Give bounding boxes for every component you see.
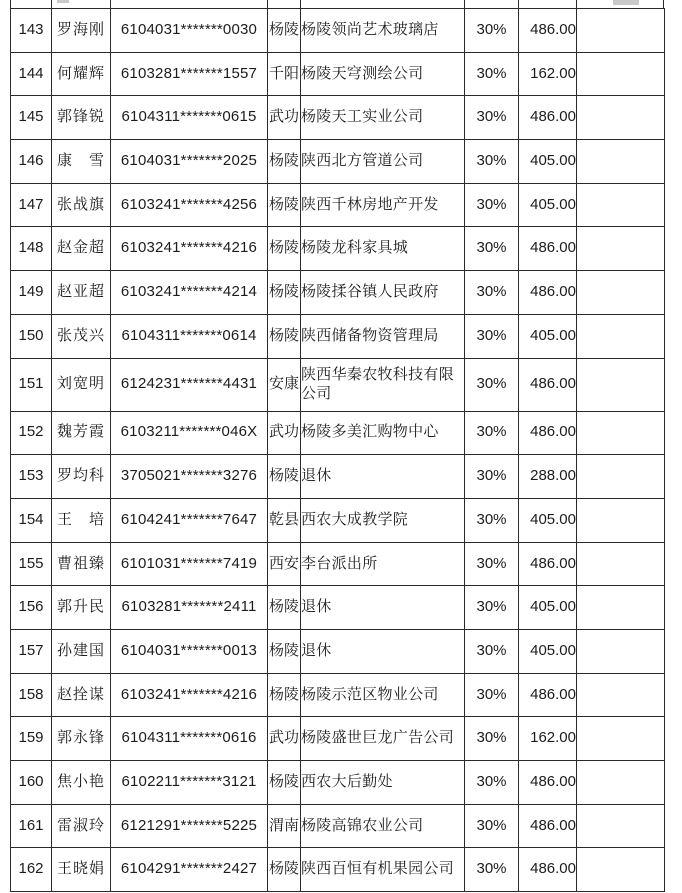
grid-line-stub bbox=[10, 0, 11, 8]
cell-blank bbox=[577, 183, 665, 227]
cell-city: 杨陵 bbox=[268, 314, 301, 358]
cell-rate: 30% bbox=[465, 96, 519, 140]
cell-person-name: 张战旗 bbox=[52, 183, 111, 227]
cell-employer: 退休 bbox=[301, 586, 465, 630]
cell-id-number: 6104291*******2427 bbox=[111, 848, 268, 892]
cell-id-number: 6104241*******7647 bbox=[111, 498, 268, 542]
cell-person-name: 曹祖臻 bbox=[52, 542, 111, 586]
table-row bbox=[11, 455, 665, 499]
cell-employer: 杨陵高锦农业公司 bbox=[301, 804, 465, 848]
cell-rate: 30% bbox=[465, 52, 519, 96]
cell-id-number: 6104031*******0013 bbox=[111, 629, 268, 673]
table-row bbox=[11, 52, 665, 96]
cell-rate: 30% bbox=[465, 673, 519, 717]
cell-blank bbox=[577, 629, 665, 673]
cell-rate: 30% bbox=[465, 358, 519, 411]
cell-employer: 退休 bbox=[301, 455, 465, 499]
cell-blank bbox=[577, 411, 665, 455]
cell-amount: 486.00 bbox=[519, 804, 577, 848]
cell-rate: 30% bbox=[465, 848, 519, 892]
cell-city: 武功 bbox=[268, 96, 301, 140]
cell-row-number: 160 bbox=[11, 761, 52, 805]
cell-rate: 30% bbox=[465, 227, 519, 271]
cell-blank bbox=[577, 761, 665, 805]
cell-amount: 405.00 bbox=[519, 629, 577, 673]
table-row bbox=[11, 586, 665, 630]
cell-amount: 405.00 bbox=[519, 183, 577, 227]
cell-amount: 162.00 bbox=[519, 717, 577, 761]
cell-row-number: 148 bbox=[11, 227, 52, 271]
cell-city: 杨陵 bbox=[268, 586, 301, 630]
table-row bbox=[11, 629, 665, 673]
cell-city: 千阳 bbox=[268, 52, 301, 96]
cell-city: 杨陵 bbox=[268, 673, 301, 717]
cell-rate: 30% bbox=[465, 804, 519, 848]
cell-blank bbox=[577, 804, 665, 848]
cell-id-number: 6103211*******046X bbox=[111, 411, 268, 455]
cell-city: 杨陵 bbox=[268, 271, 301, 315]
cell-person-name: 郭升民 bbox=[52, 586, 111, 630]
cell-row-number: 144 bbox=[11, 52, 52, 96]
grid-line-stub bbox=[51, 0, 52, 8]
cell-blank bbox=[577, 271, 665, 315]
cell-city: 杨陵 bbox=[268, 227, 301, 271]
cell-amount: 288.00 bbox=[519, 455, 577, 499]
cell-id-number: 6104311*******0614 bbox=[111, 314, 268, 358]
cell-row-number: 162 bbox=[11, 848, 52, 892]
cell-amount: 405.00 bbox=[519, 314, 577, 358]
cell-row-number: 143 bbox=[11, 9, 52, 53]
cell-amount: 486.00 bbox=[519, 227, 577, 271]
cell-employer: 陕西储备物资管理局 bbox=[301, 314, 465, 358]
cell-id-number: 6121291*******5225 bbox=[111, 804, 268, 848]
cell-amount: 486.00 bbox=[519, 761, 577, 805]
cell-id-number: 6103281*******1557 bbox=[111, 52, 268, 96]
cell-city: 杨陵 bbox=[268, 455, 301, 499]
cell-person-name: 焦小艳 bbox=[52, 761, 111, 805]
cell-rate: 30% bbox=[465, 586, 519, 630]
cell-employer: 杨陵多美汇购物中心 bbox=[301, 411, 465, 455]
cell-person-name: 康 雪 bbox=[52, 140, 111, 184]
cell-amount: 486.00 bbox=[519, 542, 577, 586]
cell-blank bbox=[577, 498, 665, 542]
cell-id-number: 6104031*******2025 bbox=[111, 140, 268, 184]
cell-row-number: 154 bbox=[11, 498, 52, 542]
cell-city: 杨陵 bbox=[268, 848, 301, 892]
table-row bbox=[11, 96, 665, 140]
cell-amount: 405.00 bbox=[519, 498, 577, 542]
cell-amount: 405.00 bbox=[519, 140, 577, 184]
table-row bbox=[11, 314, 665, 358]
cell-id-number: 6103241*******4216 bbox=[111, 673, 268, 717]
cell-employer: 西农大成教学院 bbox=[301, 498, 465, 542]
cell-blank bbox=[577, 227, 665, 271]
cell-rate: 30% bbox=[465, 761, 519, 805]
clipped-previous-row bbox=[10, 0, 664, 8]
cell-employer: 杨陵示范区物业公司 bbox=[301, 673, 465, 717]
cell-employer: 陕西华秦农牧科技有限公司 bbox=[301, 358, 465, 411]
table-row bbox=[11, 358, 665, 411]
cell-employer: 杨陵天工实业公司 bbox=[301, 96, 465, 140]
cell-city: 乾县 bbox=[268, 498, 301, 542]
cell-rate: 30% bbox=[465, 9, 519, 53]
table-row bbox=[11, 761, 665, 805]
table-row bbox=[11, 848, 665, 892]
cell-city: 渭南 bbox=[268, 804, 301, 848]
cell-row-number: 145 bbox=[11, 96, 52, 140]
cell-person-name: 罗海刚 bbox=[52, 9, 111, 53]
cell-id-number: 6103281*******2411 bbox=[111, 586, 268, 630]
cell-employer: 陕西千林房地产开发 bbox=[301, 183, 465, 227]
cell-person-name: 孙建国 bbox=[52, 629, 111, 673]
cell-id-number: 6104311*******0615 bbox=[111, 96, 268, 140]
cell-employer: 李台派出所 bbox=[301, 542, 465, 586]
grid-line-stub bbox=[518, 0, 519, 8]
cell-id-number: 6103241*******4214 bbox=[111, 271, 268, 315]
table-row bbox=[11, 140, 665, 184]
cell-amount: 486.00 bbox=[519, 96, 577, 140]
cell-employer: 西农大后勤处 bbox=[301, 761, 465, 805]
cell-person-name: 赵拴谋 bbox=[52, 673, 111, 717]
cell-row-number: 158 bbox=[11, 673, 52, 717]
cell-person-name: 罗均科 bbox=[52, 455, 111, 499]
cell-rate: 30% bbox=[465, 183, 519, 227]
cell-blank bbox=[577, 9, 665, 53]
cell-employer: 杨陵龙科家具城 bbox=[301, 227, 465, 271]
grid-line-stub bbox=[576, 0, 577, 8]
grid-line-stub bbox=[267, 0, 268, 8]
cell-person-name: 王晓娟 bbox=[52, 848, 111, 892]
cell-person-name: 郭永锋 bbox=[52, 717, 111, 761]
grid-line-stub bbox=[464, 0, 465, 8]
cell-id-number: 6102211*******3121 bbox=[111, 761, 268, 805]
cell-person-name: 何耀辉 bbox=[52, 52, 111, 96]
table-row bbox=[11, 717, 665, 761]
cell-rate: 30% bbox=[465, 314, 519, 358]
cell-amount: 486.00 bbox=[519, 9, 577, 53]
cell-person-name: 郭锋锐 bbox=[52, 96, 111, 140]
cell-amount: 486.00 bbox=[519, 271, 577, 315]
cell-employer: 退休 bbox=[301, 629, 465, 673]
cell-city: 武功 bbox=[268, 411, 301, 455]
cell-amount: 405.00 bbox=[519, 586, 577, 630]
cell-rate: 30% bbox=[465, 140, 519, 184]
cell-rate: 30% bbox=[465, 717, 519, 761]
cell-row-number: 159 bbox=[11, 717, 52, 761]
cell-rate: 30% bbox=[465, 455, 519, 499]
cell-employer: 杨陵领尚艺术玻璃店 bbox=[301, 9, 465, 53]
cell-city: 杨陵 bbox=[268, 761, 301, 805]
cell-amount: 486.00 bbox=[519, 673, 577, 717]
cell-amount: 486.00 bbox=[519, 358, 577, 411]
cell-id-number: 6103241*******4216 bbox=[111, 227, 268, 271]
cell-row-number: 153 bbox=[11, 455, 52, 499]
cell-row-number: 147 bbox=[11, 183, 52, 227]
cell-row-number: 146 bbox=[11, 140, 52, 184]
grid-line-stub bbox=[110, 0, 111, 8]
cell-row-number: 149 bbox=[11, 271, 52, 315]
smudge-fragment bbox=[613, 0, 639, 5]
cell-city: 西安 bbox=[268, 542, 301, 586]
cell-employer: 杨陵盛世巨龙广告公司 bbox=[301, 717, 465, 761]
cell-id-number: 6103241*******4256 bbox=[111, 183, 268, 227]
cell-row-number: 150 bbox=[11, 314, 52, 358]
table-row bbox=[11, 498, 665, 542]
cell-person-name: 王 培 bbox=[52, 498, 111, 542]
cell-person-name: 赵金超 bbox=[52, 227, 111, 271]
cell-row-number: 152 bbox=[11, 411, 52, 455]
cell-row-number: 151 bbox=[11, 358, 52, 411]
table-row bbox=[11, 673, 665, 717]
smudge-fragment bbox=[57, 0, 69, 3]
cell-id-number: 6104031*******0030 bbox=[111, 9, 268, 53]
cell-rate: 30% bbox=[465, 498, 519, 542]
table-row bbox=[11, 271, 665, 315]
table-row bbox=[11, 804, 665, 848]
cell-row-number: 157 bbox=[11, 629, 52, 673]
cell-blank bbox=[577, 717, 665, 761]
cell-row-number: 156 bbox=[11, 586, 52, 630]
beneficiary-payment-table bbox=[10, 8, 665, 892]
cell-blank bbox=[577, 586, 665, 630]
cell-employer: 杨陵天穹测绘公司 bbox=[301, 52, 465, 96]
cell-person-name: 魏芳霞 bbox=[52, 411, 111, 455]
cell-employer: 陕西百恒有机果园公司 bbox=[301, 848, 465, 892]
table-row bbox=[11, 411, 665, 455]
grid-line-stub bbox=[663, 0, 664, 8]
cell-rate: 30% bbox=[465, 411, 519, 455]
cell-city: 杨陵 bbox=[268, 140, 301, 184]
cell-blank bbox=[577, 673, 665, 717]
cell-employer: 陕西北方管道公司 bbox=[301, 140, 465, 184]
cell-blank bbox=[577, 52, 665, 96]
cell-blank bbox=[577, 314, 665, 358]
cell-blank bbox=[577, 848, 665, 892]
table-row bbox=[11, 9, 665, 53]
cell-id-number: 6124231*******4431 bbox=[111, 358, 268, 411]
table-row bbox=[11, 183, 665, 227]
cell-amount: 486.00 bbox=[519, 411, 577, 455]
cell-blank bbox=[577, 140, 665, 184]
cell-id-number: 6104311*******0616 bbox=[111, 717, 268, 761]
cell-amount: 486.00 bbox=[519, 848, 577, 892]
cell-rate: 30% bbox=[465, 629, 519, 673]
grid-line-stub bbox=[300, 0, 301, 8]
cell-person-name: 张茂兴 bbox=[52, 314, 111, 358]
cell-blank bbox=[577, 542, 665, 586]
cell-employer: 杨陵揉谷镇人民政府 bbox=[301, 271, 465, 315]
cell-city: 武功 bbox=[268, 717, 301, 761]
cell-blank bbox=[577, 358, 665, 411]
cell-amount: 162.00 bbox=[519, 52, 577, 96]
cell-id-number: 6101031*******7419 bbox=[111, 542, 268, 586]
cell-row-number: 155 bbox=[11, 542, 52, 586]
cell-person-name: 雷淑玲 bbox=[52, 804, 111, 848]
cell-row-number: 161 bbox=[11, 804, 52, 848]
cell-city: 安康 bbox=[268, 358, 301, 411]
cell-blank bbox=[577, 455, 665, 499]
cell-city: 杨陵 bbox=[268, 9, 301, 53]
cell-blank bbox=[577, 96, 665, 140]
cell-id-number: 3705021*******3276 bbox=[111, 455, 268, 499]
cell-person-name: 赵亚超 bbox=[52, 271, 111, 315]
cell-city: 杨陵 bbox=[268, 629, 301, 673]
table-row bbox=[11, 227, 665, 271]
cell-rate: 30% bbox=[465, 542, 519, 586]
cell-rate: 30% bbox=[465, 271, 519, 315]
table-row bbox=[11, 542, 665, 586]
cell-city: 杨陵 bbox=[268, 183, 301, 227]
cell-person-name: 刘宽明 bbox=[52, 358, 111, 411]
